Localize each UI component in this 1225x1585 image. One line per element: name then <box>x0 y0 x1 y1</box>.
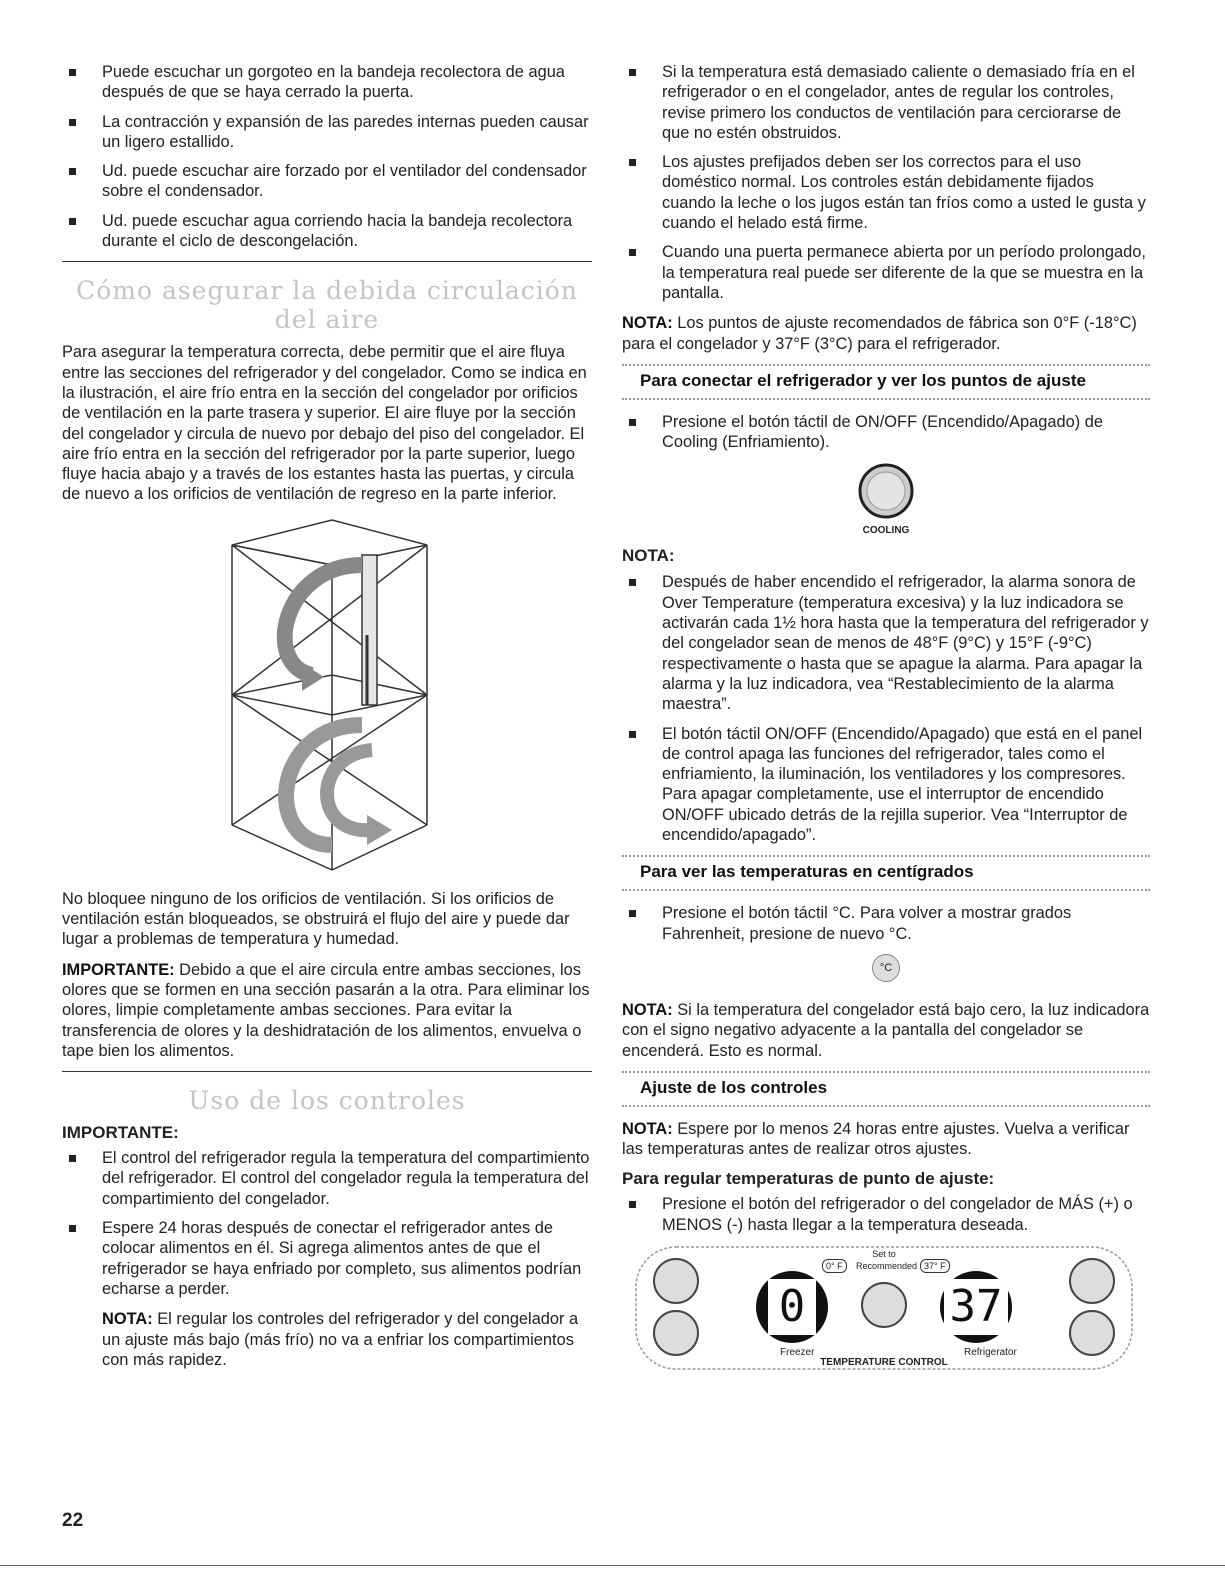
celsius-button-figure <box>622 954 1150 982</box>
celsius-button-icon: °C <box>872 954 900 982</box>
list-item: La contracción y expansión de las paredes internas pueden causar un ligero estallido. <box>62 112 592 153</box>
important-label: IMPORTANTE: <box>62 960 175 979</box>
adjust-nota <box>622 1119 1150 1160</box>
fridge-recommended-badge: 37° F <box>920 1259 950 1273</box>
nota-label: NOTA: <box>622 1000 673 1019</box>
vent-warning-paragraph: No bloquee ninguno de los orificios de ventilación. Si los orificios de ventilación están bloqueados, se obstruirá el flujo del aire y puede dar lugar a problemas de temperatura y humedad. <box>62 889 570 949</box>
list-item: Espere 24 horas después de conectar el refrigerador antes de colocar alimentos en él. Si agrega alimentos antes de que el refrigerador se haya enfriado por completo, sus alimentos podrían echarse a perder. <box>62 1218 592 1299</box>
list-item: El control del refrigerador regula la temperatura del compartimiento del refrigerador. El control del congelador regula la temperatura del compartimiento del congelador. <box>62 1148 592 1209</box>
connect-heading: Para conectar el refrigerador y ver los puntos de ajuste <box>622 364 1150 400</box>
setpoint-list <box>622 1194 1150 1235</box>
controls-list <box>62 1148 592 1299</box>
freezer-minus-button <box>654 1311 698 1355</box>
nota-text: Si la temperatura del congelador está bajo cero, la luz indicadora con el signo negativo adyacente a la pantalla del congelador se encenderá. Esto es normal. <box>622 1000 1150 1060</box>
nota-text: Los puntos de ajuste recomendados de fábrica son 0°F (-18°C) para el congelador y 37°F (3°C) para el refrigerador. <box>622 314 1137 353</box>
list-item: Presione el botón del refrigerador o del congelador de MÁS (+) o MENOS (-) hasta llegar a la temperatura deseada. <box>622 1194 1150 1235</box>
cooling-label: COOLING <box>862 525 910 537</box>
list-item: Después de haber encendido el refrigerador, la alarma sonora de Over Temperature (temperatura excesiva) y la luz indicadora se activarán cada 1½ hora hasta que la temperatura del refrigerador y del congelador sean de menos de 48°F (9°C) y 15°F (-9°C) respectivamente o hasta que se apague la alarma. Para apagar la alarma y la luz indicadora, vea “Restablecimiento de la alarma maestra”. <box>622 572 1150 714</box>
set-to-label: Set to <box>872 1248 896 1259</box>
cooling-button-figure <box>622 462 1150 536</box>
list-item: Ud. puede escuchar agua corriendo hacia la bandeja recolectora durante el ciclo de descongelación. <box>62 211 592 252</box>
list-item: Puede escuchar un gorgoteo en la bandeja recolectora de agua después de que se haya cerrado la puerta. <box>62 62 592 103</box>
airflow-illustration <box>62 515 592 875</box>
recommended-label: Recommended <box>856 1260 918 1271</box>
list-item: Ud. puede escuchar aire forzado por el ventilador del condensador sobre el condensador. <box>62 161 592 202</box>
nota-label: NOTA: <box>622 1119 673 1138</box>
freezer-plus-button <box>654 1259 698 1303</box>
list-item: Presione el botón táctil de ON/OFF (Encendido/Apagado) de Cooling (Enfriamiento). <box>622 412 1150 453</box>
noise-list <box>62 62 592 251</box>
temperature-control-panel <box>634 1245 1134 1375</box>
below-zero-nota <box>622 1000 1150 1061</box>
important-paragraph <box>62 960 592 1061</box>
controls-important-label: IMPORTANTE: <box>62 1123 179 1143</box>
list-item: El botón táctil ON/OFF (Encendido/Apagado) que está en el panel de control apaga las funciones del refrigerador, tales como el enfriamiento, la iluminación, los ventiladores y los compresores. Para apagar completamente, use el interruptor de encendido ON/OFF ubicado detrás de la rejilla superior. Vea “Interruptor de encendido/apagado”. <box>622 724 1150 846</box>
controls-nota <box>62 1309 592 1370</box>
list-item: Si la temperatura está demasiado caliente o demasiado fría en el refrigerador o en el congelador, antes de regular los controles, revise primero los conductos de ventilación para cerciorarse de que no estén obstruidos. <box>622 62 1150 143</box>
connect-list <box>622 412 1150 453</box>
left-column <box>62 62 592 1380</box>
controls-section-title: Uso de los controles <box>62 1071 592 1115</box>
setpoint-nota <box>622 313 1150 354</box>
airflow-paragraph: Para asegurar la temperatura correcta, debe permitir que el aire fluya entre las secciones del refrigerador y del congelador. Como se indica en la ilustración, el aire frío entra en la sección del congelador por orificios de ventilación en la parte trasera y superior. El aire fluye por la sección del congelador y circula de nuevo por debajo del piso del congelador. El aire frío entra en la sección del refrigerador por la parte superior, luego fluye hacia abajo y a través de los estantes hasta las puertas, y circula de nuevo a los orificios de ventilación de regreso en la parte inferior. <box>62 343 587 504</box>
page-number: 22 <box>62 1510 84 1531</box>
nota-text: Espere por lo menos 24 horas entre ajustes. Vuelva a verificar las temperaturas antes de realizar otros ajustes. <box>622 1119 1130 1159</box>
fridge-plus-button <box>1070 1259 1114 1303</box>
freezer-display: 0 <box>768 1279 816 1335</box>
right-column <box>622 62 1150 1375</box>
temperature-tips-list <box>622 62 1150 303</box>
refrigerator-airflow-diagram <box>62 515 592 875</box>
adjust-heading: Ajuste de los controles <box>622 1071 1150 1107</box>
important-text: Debido a que el aire circula entre ambas secciones, los olores que se formen en una sección pasarán a la otra. Para eliminar los olores, limpie completamente ambas secciones. Para evitar la transferencia de olores y la deshidratación de los alimentos, envuelva o tape bien los alimentos. <box>62 960 590 1060</box>
list-item: Presione el botón táctil °C. Para volver a mostrar grados Fahrenheit, presione de nuevo °C. <box>622 903 1150 944</box>
nota-label: NOTA: <box>102 1310 153 1329</box>
nota-text: El regular los controles del refrigerador y del congelador a un ajuste más bajo (más frío) no va a enfriar los compartimientos con más rapidez. <box>102 1310 579 1369</box>
fridge-minus-button <box>1070 1311 1114 1355</box>
celsius-heading: Para ver las temperaturas en centígrados <box>622 855 1150 891</box>
freezer-label: Freezer <box>780 1346 815 1358</box>
freezer-recommended-badge: 0° F <box>822 1259 847 1273</box>
list-item: Los ajustes prefijados deben ser los correctos para el uso doméstico normal. Los controles están debidamente fijados cuando la leche o los jugos están tan fríos como a usted le gusta y cuando el helado está firme. <box>622 152 1150 233</box>
setpoint-heading: Para regular temperaturas de punto de ajuste: <box>622 1169 995 1189</box>
fridge-display: 37 <box>944 1279 1008 1335</box>
cooling-button-icon <box>851 462 921 520</box>
temperature-control-title: TEMPERATURE CONTROL <box>814 1357 954 1368</box>
nota-label: NOTA: <box>622 314 673 333</box>
fridge-label: Refrigerator <box>964 1346 1017 1358</box>
nota-heading: NOTA: <box>622 546 675 566</box>
list-item: Cuando una puerta permanece abierta por un período prolongado, la temperatura real puede ser diferente de la que se muestra en la pantalla. <box>622 242 1150 303</box>
bottom-divider <box>0 1565 1225 1566</box>
center-button <box>862 1283 906 1327</box>
airflow-section-title: Cómo asegurar la debida circulación del aire <box>62 261 592 334</box>
alarm-notes-list <box>622 572 1150 845</box>
celsius-list <box>622 903 1150 944</box>
